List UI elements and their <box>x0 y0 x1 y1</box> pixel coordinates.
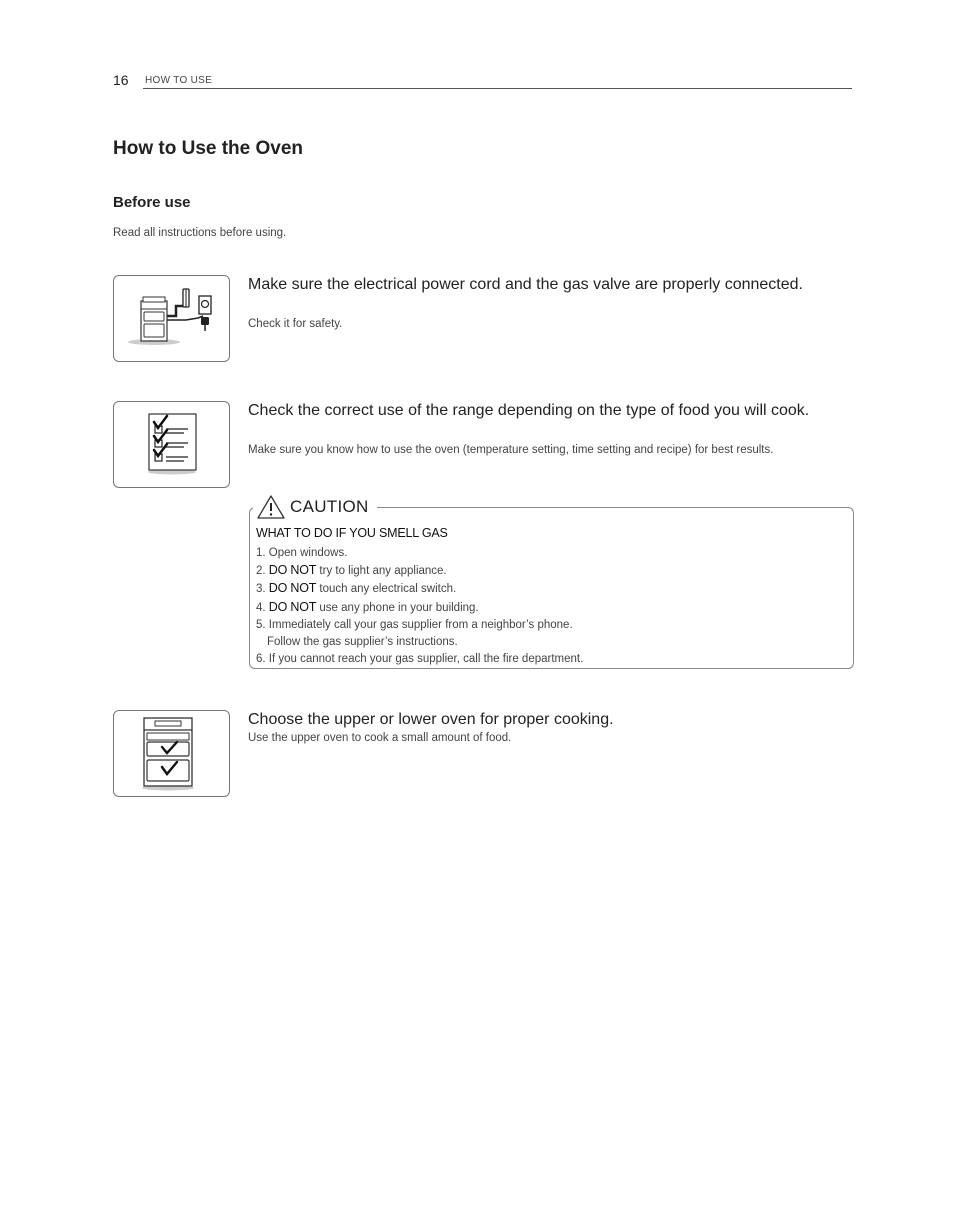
caution-item-continuation: Follow the gas supplier’s instructions. <box>267 636 458 649</box>
page-title: How to Use the Oven <box>113 138 304 159</box>
caution-heading: WHAT TO DO IF YOU SMELL GAS <box>256 526 448 540</box>
step-3-illustration <box>113 710 230 797</box>
step-2-description: Make sure you know how to use the oven (temperature setting, time setting and recipe) for best results. <box>248 444 774 456</box>
caution-list <box>256 545 583 668</box>
caution-item: 1. Open windows. <box>256 547 348 559</box>
double-oven-check-icon <box>114 711 229 796</box>
caution-item: 2. DO NOT try to light any appliance. <box>256 563 447 578</box>
step-1-description: Check it for safety. <box>248 318 343 330</box>
step-2-illustration <box>113 401 230 488</box>
header-divider <box>143 88 852 89</box>
step-2-title: Check the correct use of the range depending on the type of food you will cook. <box>248 402 810 419</box>
caution-item: 5. Immediately call your gas supplier from a neighbor’s phone. <box>256 618 573 631</box>
section-subtitle: Before use <box>113 194 191 211</box>
section-label: HOW TO USE <box>145 75 213 86</box>
caution-item: 6. If you cannot reach your gas supplier, call the fire department. <box>256 653 584 666</box>
step-1-illustration <box>113 275 230 362</box>
intro-text: Read all instructions before using. <box>113 227 287 239</box>
warning-triangle-icon <box>256 494 286 520</box>
caution-label <box>253 494 377 520</box>
step-3-description: Use the upper oven to cook a small amount of food. <box>248 732 512 744</box>
caution-item: 4. DO NOT use any phone in your building. <box>256 599 479 614</box>
step-3-title: Choose the upper or lower oven for proper cooking. <box>248 711 614 728</box>
step-1-title: Make sure the electrical power cord and the gas valve are properly connected. <box>248 276 803 293</box>
checklist-icon <box>114 402 229 487</box>
range-power-gas-icon <box>114 276 229 361</box>
caution-item: 3. DO NOT touch any electrical switch. <box>256 581 457 596</box>
caution-title: CAUTION <box>290 497 369 516</box>
page-number: 16 <box>113 72 129 88</box>
